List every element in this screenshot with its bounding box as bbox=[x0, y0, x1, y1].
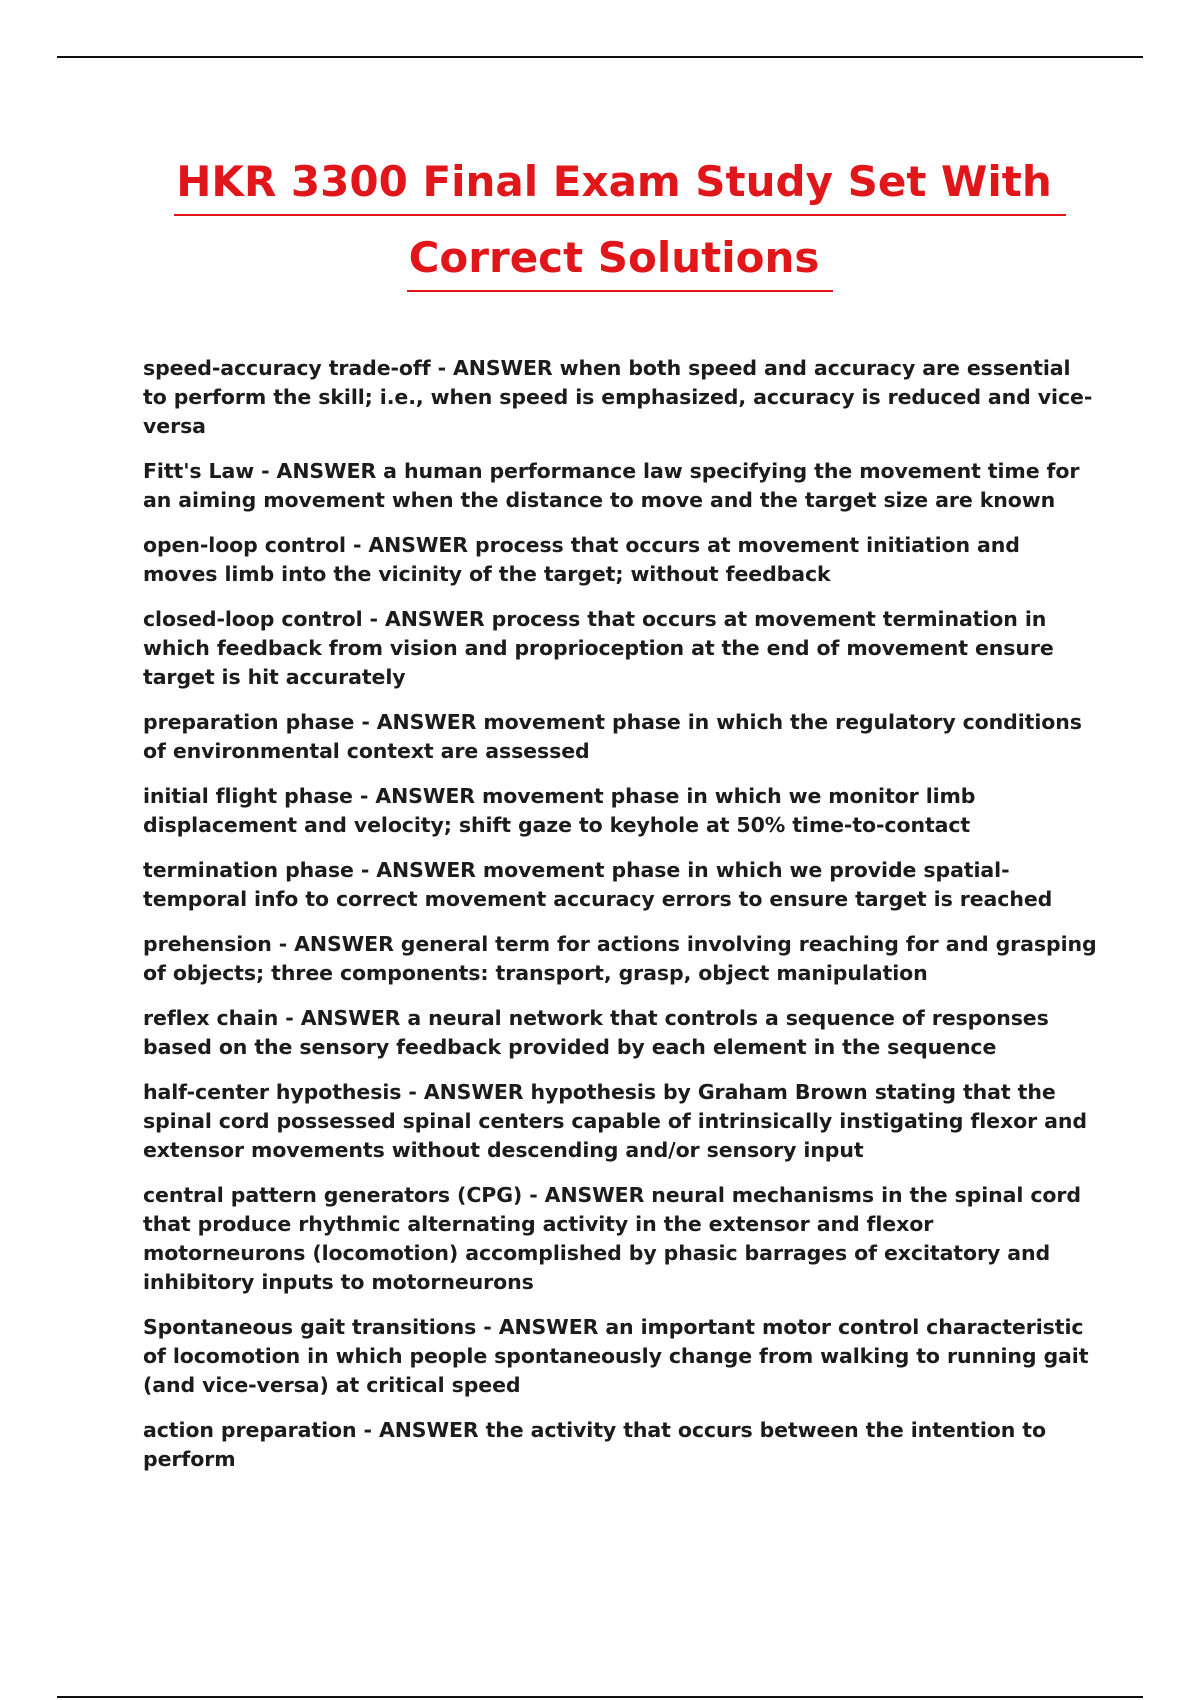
flashcard-entry: open-loop control - ANSWER process that occurs at movement initiation and moves limb into the vicinity of the target; without feedback bbox=[143, 533, 1020, 586]
flashcard-entry: closed-loop control - ANSWER process that occurs at movement termination in which feedback from vision and proprioception at the end of movement ensure target is hit accurately bbox=[143, 607, 1054, 689]
flashcard-entry: Fitt's Law - ANSWER a human performance law specifying the movement time for an aiming movement when the distance to move and the target size are known bbox=[143, 459, 1080, 512]
flashcard-entry: termination phase - ANSWER movement phase in which we provide spatial-temporal info to correct movement accuracy errors to ensure target is reached bbox=[143, 858, 1053, 911]
flashcard-entry: speed-accuracy trade-off - ANSWER when both speed and accuracy are essential to perform the skill; i.e., when speed is emphasized, accuracy is reduced and vice-versa bbox=[143, 356, 1093, 438]
flashcard-entry: preparation phase - ANSWER movement phase in which the regulatory conditions of environmental context are assessed bbox=[143, 710, 1082, 763]
flashcard-entry: half-center hypothesis - ANSWER hypothesis by Graham Brown stating that the spinal cord possessed spinal centers capable of intrinsically instigating flexor and extensor movements without descending and/or sensory input bbox=[143, 1080, 1087, 1162]
flashcard-entry: prehension - ANSWER general term for actions involving reaching for and grasping of objects; three components: transport, grasp, object manipulation bbox=[143, 932, 1097, 985]
flashcard-list bbox=[143, 354, 1098, 1490]
flashcard-entry: central pattern generators (CPG) - ANSWER neural mechanisms in the spinal cord that produce rhythmic alternating activity in the extensor and flexor motorneurons (locomotion) accomplished by phasic barrages of excitatory and inhibitory inputs to motorneurons bbox=[143, 1183, 1081, 1294]
bottom-rule bbox=[57, 1696, 1143, 1698]
flashcard-entry: reflex chain - ANSWER a neural network that controls a sequence of responses based on the sensory feedback provided by each element in the sequence bbox=[143, 1006, 1049, 1059]
document-title bbox=[140, 146, 1100, 298]
flashcard-entry: initial flight phase - ANSWER movement phase in which we monitor limb displacement and velocity; shift gaze to keyhole at 50% time-to-contact bbox=[143, 784, 976, 837]
flashcard-entry: action preparation - ANSWER the activity that occurs between the intention to perform bbox=[143, 1418, 1046, 1471]
flashcard-entry: Spontaneous gait transitions - ANSWER an important motor control characteristic of locomotion in which people spontaneously change from walking to running gait (and vice-versa) at critical speed bbox=[143, 1315, 1089, 1397]
title-line-2: Correct Solutions bbox=[407, 226, 834, 292]
top-rule bbox=[57, 56, 1143, 58]
title-line-1: HKR 3300 Final Exam Study Set With bbox=[174, 150, 1065, 216]
